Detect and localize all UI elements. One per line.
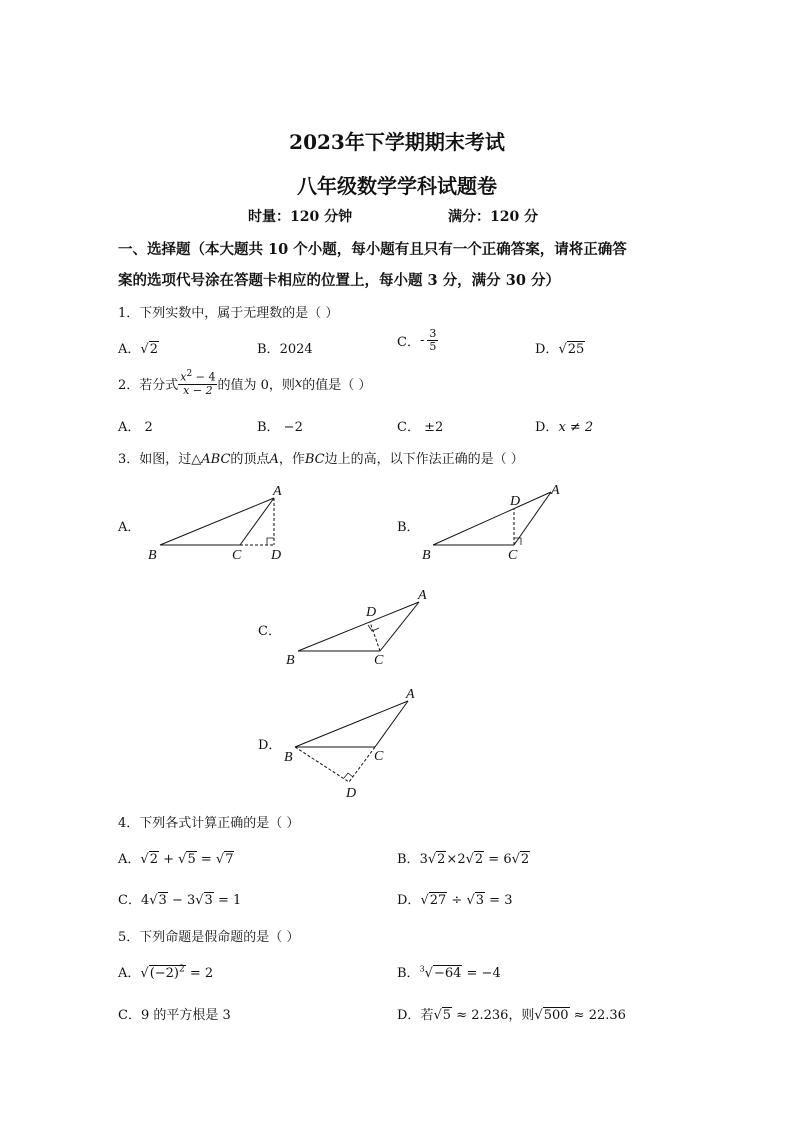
q5-stem: 5．下列命题是假命题的是（ ） [118,930,300,945]
svg-text:B: B [286,653,295,668]
svg-text:B: B [148,548,157,563]
q2-option-a: A． 2 [118,420,153,435]
time-label: 时量：120 分钟 [248,209,353,225]
q1-stem: 1．下列实数中，属于无理数的是（ ） [118,306,339,321]
q2-fraction: $\frac{x^2 - 4}{x - 2}$ [180,369,216,397]
svg-text:B: B [422,548,431,563]
svg-text:B: B [284,750,293,765]
q4-option-d: D．√27 ÷ √3 = 3 [397,893,513,908]
exam-title: 2023年下学期期末考试 [289,130,505,154]
q3-option-c-label: C． [258,624,281,639]
q3-figure-b [418,478,578,568]
q3-option-d-label: D． [258,738,282,753]
svg-text:A: A [551,483,560,498]
q3-figure-c [280,582,440,672]
q2-option-c: C． ±2 [397,420,444,435]
svg-text:D: D [366,605,377,620]
q5-option-d: D．若√5 ≈ 2.236，则√500 ≈ 22.36 [397,1008,626,1023]
section-heading-line2: 案的选项代号涂在答题卡相应的位置上，每小题 3 分，满分 30 分） [118,272,560,289]
score-label: 满分：120 分 [448,209,539,225]
q5-option-c: C．9 的平方根是 3 [118,1008,231,1023]
svg-text:A: A [273,484,282,499]
q1-option-b: B．2024 [257,342,313,357]
svg-text:A: A [406,687,415,702]
q4-option-b: B．3√2×2√2 = 6√2 [397,852,530,867]
svg-text:D: D [346,786,357,801]
svg-text:D: D [271,548,282,563]
q4-option-c: C．4√3 − 3√3 = 1 [118,893,242,908]
q1-option-c: C．- $\frac{3}{5}$ [397,327,437,354]
q2-option-d: D．x ≠ 2 [535,420,594,435]
q3-option-b-label: B． [397,520,420,535]
svg-text:A: A [418,588,427,603]
svg-text:C: C [374,653,384,668]
svg-text:D: D [510,494,521,509]
section-heading-line1: 一、选择题（本大题共 10 个小题，每小题有且只有一个正确答案，请将正确答 [118,241,627,258]
svg-text:C: C [508,548,518,563]
q2-option-b: B． −2 [257,420,303,435]
q1-option-a: A．√2 [118,342,158,357]
svg-text:C: C [232,548,242,563]
svg-text:C: C [374,749,384,764]
q5-option-a: A．$√(-2)^2 = 2$ [118,964,214,981]
q4-option-a: A．√2 + √5 = √7 [118,852,234,867]
q3-stem: 3．如图，过△ABC的顶点A，作BC边上的高，以下作法正确的是（ ） [118,452,524,467]
q2-stem: 2．若分式 $\frac{x^2 - 4}{x - 2}$ 的值为 0，则x的值是（ ） [118,369,372,397]
q3-figure-d [280,684,440,804]
q1-option-d: D．√25 [535,342,585,357]
q4-stem: 4．下列各式计算正确的是（ ） [118,816,300,831]
q3-figure-a [140,478,300,568]
q5-option-b: B．$^3$√−64 = −4 [397,964,501,981]
exam-subtitle: 八年级数学学科试题卷 [297,174,497,198]
q3-option-a-label: A． [118,520,141,535]
